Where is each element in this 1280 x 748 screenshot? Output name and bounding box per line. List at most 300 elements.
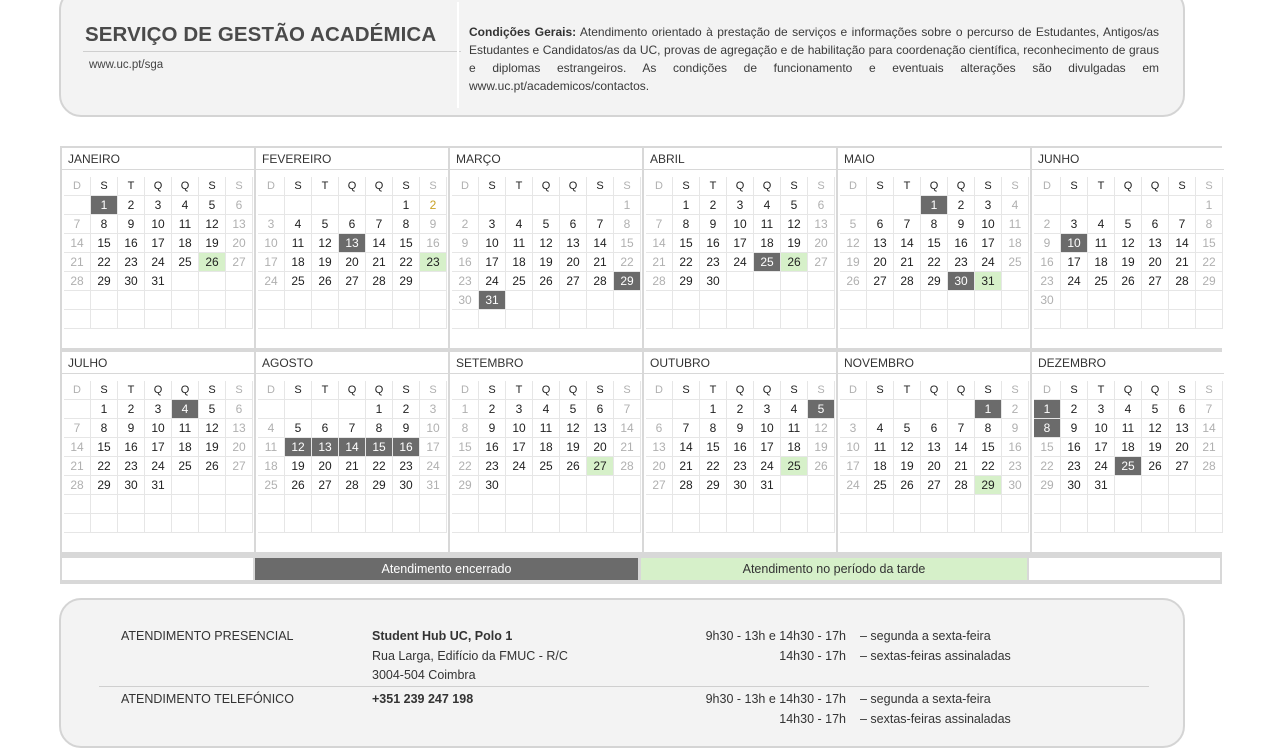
calendar-day: 25: [258, 476, 285, 495]
calendar-day: 11: [172, 419, 199, 438]
calendar-day: 3: [506, 400, 533, 419]
calendar-day: 19: [533, 253, 560, 272]
calendar-empty-cell: [808, 476, 835, 495]
calendar-empty-cell: [199, 291, 226, 310]
calendar-empty-cell: [533, 514, 560, 533]
calendar-day: 24: [754, 457, 781, 476]
weekday-header: T: [506, 381, 533, 400]
calendar-day: 20: [226, 438, 253, 457]
weekday-header: Q: [339, 381, 366, 400]
calendar-day: 8: [921, 215, 948, 234]
calendar-day: 24: [1088, 457, 1115, 476]
calendar-empty-cell: [1034, 514, 1061, 533]
calendar-empty-cell: [452, 196, 479, 215]
calendar-empty-cell: [226, 514, 253, 533]
calendar-day: 11: [1002, 215, 1029, 234]
calendar-day: 30: [393, 476, 420, 495]
calendar-day: 24: [727, 253, 754, 272]
calendar-day: 3: [840, 419, 867, 438]
calendar-empty-cell: [727, 495, 754, 514]
calendar-day: 24: [258, 272, 285, 291]
calendar-day: 4: [285, 215, 312, 234]
calendar-empty-cell: [700, 514, 727, 533]
weekday-header: Q: [560, 177, 587, 196]
calendar-day: 6: [226, 196, 253, 215]
weekday-header: T: [700, 381, 727, 400]
calendar-empty-cell: [1142, 196, 1169, 215]
calendar-day: 10: [727, 215, 754, 234]
calendar-day: 18: [867, 457, 894, 476]
calendar-day: 9: [452, 234, 479, 253]
presencial-days2: – sextas-feiras assinaladas: [860, 649, 1011, 663]
calendar-empty-cell: [673, 291, 700, 310]
month-name: AGOSTO: [256, 352, 448, 374]
calendar-empty-cell: [867, 310, 894, 329]
calendar-day: 20: [1169, 438, 1196, 457]
calendar-empty-cell: [258, 310, 285, 329]
calendar-day: 16: [479, 438, 506, 457]
weekday-header: Q: [727, 177, 754, 196]
calendar-day: 3: [1061, 215, 1088, 234]
calendar-empty-cell: [506, 476, 533, 495]
calendar-day: 13: [921, 438, 948, 457]
calendar-day: 4: [533, 400, 560, 419]
calendar-day: 27: [921, 476, 948, 495]
calendar-empty-cell: [781, 495, 808, 514]
calendar-day: 25: [172, 253, 199, 272]
weekday-header: S: [1169, 177, 1196, 196]
calendar-day: 18: [533, 438, 560, 457]
calendar-day: 5: [199, 196, 226, 215]
weekday-header: Q: [754, 177, 781, 196]
calendar-empty-cell: [1115, 196, 1142, 215]
calendar-empty-cell: [1034, 310, 1061, 329]
calendar-day: 9: [948, 215, 975, 234]
calendar-day: 8: [975, 419, 1002, 438]
calendar-day: 1: [91, 196, 118, 215]
calendar-day: 21: [614, 438, 641, 457]
calendar-day: 8: [91, 215, 118, 234]
calendar-empty-cell: [172, 476, 199, 495]
weekday-header: Q: [533, 381, 560, 400]
weekday-header: S: [614, 381, 641, 400]
calendar-empty-cell: [1169, 514, 1196, 533]
calendar-day: 7: [894, 215, 921, 234]
calendar-day: 27: [312, 476, 339, 495]
calendar-day: 24: [506, 457, 533, 476]
calendar-day: 21: [339, 457, 366, 476]
calendar-day: 27: [339, 272, 366, 291]
weekday-header: S: [91, 381, 118, 400]
calendar-day: 14: [366, 234, 393, 253]
calendar-day: 14: [948, 438, 975, 457]
calendar-day: 18: [1088, 253, 1115, 272]
calendar-day: 3: [975, 196, 1002, 215]
calendar-empty-cell: [258, 196, 285, 215]
calendar-empty-cell: [366, 310, 393, 329]
calendar-day: 16: [420, 234, 447, 253]
calendar-empty-cell: [840, 291, 867, 310]
calendar-empty-cell: [312, 495, 339, 514]
weekday-header: S: [199, 177, 226, 196]
calendar-empty-cell: [781, 272, 808, 291]
calendar-empty-cell: [781, 310, 808, 329]
calendar-day: 1: [1196, 196, 1223, 215]
month-name: NOVEMBRO: [838, 352, 1030, 374]
calendar-day: 2: [420, 196, 447, 215]
calendar-day: 27: [808, 253, 835, 272]
calendar-empty-cell: [867, 495, 894, 514]
weekday-header: S: [1196, 381, 1223, 400]
calendar-empty-cell: [921, 291, 948, 310]
calendar-day: 21: [64, 253, 91, 272]
calendar-empty-cell: [727, 310, 754, 329]
calendar-day: 19: [894, 457, 921, 476]
calendar-empty-cell: [1088, 514, 1115, 533]
calendar-empty-cell: [560, 514, 587, 533]
weekday-header: Q: [727, 381, 754, 400]
presencial-label: ATENDIMENTO PRESENCIAL: [121, 629, 294, 643]
calendar-empty-cell: [393, 495, 420, 514]
calendar-day: 5: [840, 215, 867, 234]
calendar-empty-cell: [1002, 272, 1029, 291]
calendar-empty-cell: [1088, 310, 1115, 329]
year-calendar: [60, 146, 1222, 584]
calendar-day: 14: [646, 234, 673, 253]
calendar-empty-cell: [614, 514, 641, 533]
calendar-empty-cell: [479, 310, 506, 329]
calendar-empty-cell: [506, 495, 533, 514]
calendar-day: 21: [894, 253, 921, 272]
calendar-day: 7: [64, 419, 91, 438]
calendar-empty-cell: [1115, 495, 1142, 514]
calendar-day: 24: [420, 457, 447, 476]
weekday-header: T: [312, 177, 339, 196]
calendar-empty-cell: [533, 476, 560, 495]
calendar-empty-cell: [339, 400, 366, 419]
calendar-empty-cell: [1169, 196, 1196, 215]
weekday-header: D: [840, 177, 867, 196]
legend-afternoon: Atendimento no período da tarde: [641, 558, 1027, 580]
calendar-day: 26: [894, 476, 921, 495]
calendar-day: 27: [1169, 457, 1196, 476]
weekday-header: Q: [145, 381, 172, 400]
weekday-header: Q: [533, 177, 560, 196]
calendar-empty-cell: [700, 310, 727, 329]
month-fevereiro: [256, 148, 448, 348]
weekday-header: Q: [754, 381, 781, 400]
calendar-day: 6: [560, 215, 587, 234]
calendar-empty-cell: [366, 196, 393, 215]
calendar-day: 10: [420, 419, 447, 438]
calendar-empty-cell: [867, 514, 894, 533]
weekday-header: S: [393, 381, 420, 400]
calendar-day: 28: [366, 272, 393, 291]
calendar-empty-cell: [921, 495, 948, 514]
month-junho: [1032, 148, 1224, 348]
calendar-empty-cell: [64, 514, 91, 533]
calendar-day: 29: [393, 272, 420, 291]
calendar-empty-cell: [312, 291, 339, 310]
calendar-day: 20: [339, 253, 366, 272]
calendar-day: 3: [258, 215, 285, 234]
calendar-day: 15: [673, 234, 700, 253]
calendar-day: 19: [808, 438, 835, 457]
calendar-empty-cell: [258, 400, 285, 419]
calendar-empty-cell: [867, 196, 894, 215]
calendar-empty-cell: [1061, 291, 1088, 310]
weekday-header: D: [840, 381, 867, 400]
calendar-day: 10: [975, 215, 1002, 234]
calendar-empty-cell: [285, 400, 312, 419]
calendar-empty-cell: [781, 476, 808, 495]
calendar-empty-cell: [452, 495, 479, 514]
calendar-empty-cell: [91, 310, 118, 329]
calendar-empty-cell: [1034, 196, 1061, 215]
calendar-day: 20: [867, 253, 894, 272]
conditions-label: Condições Gerais:: [469, 25, 577, 39]
calendar-empty-cell: [646, 310, 673, 329]
calendar-day: 8: [366, 419, 393, 438]
calendar-day: 7: [673, 419, 700, 438]
calendar-day: 26: [1115, 272, 1142, 291]
calendar-day: 26: [1142, 457, 1169, 476]
calendar-day: 14: [64, 234, 91, 253]
calendar-empty-cell: [867, 291, 894, 310]
weekday-header: D: [258, 177, 285, 196]
calendar-day: 21: [673, 457, 700, 476]
calendar-day: 2: [452, 215, 479, 234]
calendar-day: 23: [1061, 457, 1088, 476]
calendar-day: 12: [840, 234, 867, 253]
calendar-day: 12: [533, 234, 560, 253]
calendar-day: 26: [199, 253, 226, 272]
calendar-day: 31: [145, 476, 172, 495]
calendar-day: 21: [587, 253, 614, 272]
weekday-header: D: [1034, 381, 1061, 400]
calendar-day: 22: [673, 253, 700, 272]
calendar-day: 21: [64, 457, 91, 476]
weekday-header: Q: [948, 177, 975, 196]
calendar-empty-cell: [339, 514, 366, 533]
weekday-header: S: [1061, 177, 1088, 196]
calendar-day: 28: [1169, 272, 1196, 291]
calendar-empty-cell: [393, 291, 420, 310]
calendar-day: 23: [1002, 457, 1029, 476]
calendar-day: 21: [1196, 438, 1223, 457]
calendar-day: 5: [808, 400, 835, 419]
website-link[interactable]: www.uc.pt/sga: [89, 59, 164, 71]
calendar-day: 5: [533, 215, 560, 234]
calendar-empty-cell: [420, 310, 447, 329]
calendar-day: 21: [948, 457, 975, 476]
calendar-empty-cell: [533, 196, 560, 215]
calendar-empty-cell: [64, 196, 91, 215]
calendar-day: 11: [285, 234, 312, 253]
calendar-day: 26: [533, 272, 560, 291]
calendar-day: 23: [700, 253, 727, 272]
weekday-header: T: [894, 381, 921, 400]
calendar-empty-cell: [1002, 291, 1029, 310]
calendar-empty-cell: [614, 310, 641, 329]
calendar-empty-cell: [587, 476, 614, 495]
month-name: MARÇO: [450, 148, 642, 170]
month-julho: [62, 352, 254, 552]
calendar-day: 15: [1196, 234, 1223, 253]
calendar-day: 28: [673, 476, 700, 495]
calendar-day: 13: [867, 234, 894, 253]
calendar-day: 7: [339, 419, 366, 438]
calendar-empty-cell: [948, 310, 975, 329]
calendar-day: 5: [781, 196, 808, 215]
calendar-empty-cell: [587, 310, 614, 329]
calendar-day: 11: [172, 215, 199, 234]
calendar-empty-cell: [587, 291, 614, 310]
weekday-header: D: [452, 381, 479, 400]
calendar-empty-cell: [506, 196, 533, 215]
calendar-empty-cell: [312, 310, 339, 329]
calendar-day: 31: [1088, 476, 1115, 495]
calendar-day: 23: [118, 253, 145, 272]
calendar-empty-cell: [285, 310, 312, 329]
calendar-day: 23: [1034, 272, 1061, 291]
calendar-day: 1: [452, 400, 479, 419]
weekday-header: D: [64, 177, 91, 196]
calendar-day: 10: [1088, 419, 1115, 438]
calendar-empty-cell: [840, 196, 867, 215]
calendar-empty-cell: [754, 310, 781, 329]
calendar-empty-cell: [754, 495, 781, 514]
calendar-day: 25: [1088, 272, 1115, 291]
general-conditions: [469, 23, 1159, 95]
calendar-day: 20: [1142, 253, 1169, 272]
calendar-empty-cell: [199, 495, 226, 514]
calendar-empty-cell: [258, 495, 285, 514]
calendar-day: 6: [1142, 215, 1169, 234]
calendar-day: 7: [1169, 215, 1196, 234]
calendar-empty-cell: [226, 291, 253, 310]
calendar-day: 19: [199, 438, 226, 457]
calendar-empty-cell: [258, 291, 285, 310]
weekday-header: S: [420, 177, 447, 196]
calendar-day: 22: [366, 457, 393, 476]
calendar-day: 3: [145, 196, 172, 215]
calendar-day: 28: [587, 272, 614, 291]
weekday-header: Q: [366, 381, 393, 400]
calendar-empty-cell: [226, 495, 253, 514]
calendar-empty-cell: [1196, 476, 1223, 495]
calendar-day: 15: [975, 438, 1002, 457]
calendar-day: 6: [1169, 400, 1196, 419]
calendar-empty-cell: [1169, 495, 1196, 514]
telefonico-phone[interactable]: +351 239 247 198: [372, 692, 474, 706]
calendar-day: 30: [1034, 291, 1061, 310]
calendar-day: 20: [921, 457, 948, 476]
weekday-header: Q: [921, 177, 948, 196]
calendar-empty-cell: [867, 400, 894, 419]
month-maio: [838, 148, 1030, 348]
calendar-day: 28: [64, 272, 91, 291]
weekday-header: D: [646, 177, 673, 196]
calendar-day: 23: [393, 457, 420, 476]
calendar-day: 27: [226, 457, 253, 476]
calendar-day: 24: [1061, 272, 1088, 291]
calendar-empty-cell: [781, 291, 808, 310]
calendar-day: 8: [1196, 215, 1223, 234]
calendar-empty-cell: [673, 495, 700, 514]
calendar-day: 11: [1115, 419, 1142, 438]
calendar-day: 16: [393, 438, 420, 457]
calendar-day: 27: [1142, 272, 1169, 291]
calendar-day: 18: [258, 457, 285, 476]
calendar-day: 3: [479, 215, 506, 234]
calendar-day: 6: [921, 419, 948, 438]
calendar-day: 28: [614, 457, 641, 476]
calendar-day: 15: [91, 234, 118, 253]
calendar-empty-cell: [921, 400, 948, 419]
weekday-header: T: [312, 381, 339, 400]
calendar-empty-cell: [673, 310, 700, 329]
calendar-day: 31: [420, 476, 447, 495]
weekday-header: Q: [1115, 177, 1142, 196]
calendar-day: 5: [1115, 215, 1142, 234]
calendar-day: 21: [1169, 253, 1196, 272]
weekday-header: D: [64, 381, 91, 400]
calendar-empty-cell: [339, 196, 366, 215]
calendar-day: 6: [867, 215, 894, 234]
calendar-empty-cell: [754, 514, 781, 533]
calendar-empty-cell: [1088, 291, 1115, 310]
calendar-empty-cell: [91, 291, 118, 310]
calendar-day: 9: [1061, 419, 1088, 438]
calendar-day: 11: [1088, 234, 1115, 253]
weekday-header: S: [975, 381, 1002, 400]
month-name: DEZEMBRO: [1032, 352, 1224, 374]
calendar-day: 31: [145, 272, 172, 291]
calendar-day: 25: [533, 457, 560, 476]
calendar-day: 8: [452, 419, 479, 438]
conditions-text: Atendimento orientado à prestação de serviços e informações sobre o percurso de Estudantes, Antigos/as Estudantes e Candidatos/as da UC, provas de agregação e de habilitação para coordenação científica, reconhecimento de graus e diplomas estrangeiros. As condições de funcionamento e eventuais alterações são divulgadas em www.uc.pt/academicos/contactos.: [469, 25, 1160, 93]
calendar-day: 6: [339, 215, 366, 234]
calendar-day: 19: [312, 253, 339, 272]
calendar-day: 4: [506, 215, 533, 234]
weekday-header: S: [587, 381, 614, 400]
calendar-day: 5: [199, 400, 226, 419]
calendar-day: 24: [479, 272, 506, 291]
calendar-empty-cell: [894, 196, 921, 215]
calendar-day: 11: [867, 438, 894, 457]
calendar-empty-cell: [975, 291, 1002, 310]
calendar-day: 28: [646, 272, 673, 291]
calendar-day: 12: [781, 215, 808, 234]
weekday-header: S: [867, 177, 894, 196]
calendar-day: 27: [226, 253, 253, 272]
calendar-day: 19: [199, 234, 226, 253]
calendar-day: 11: [754, 215, 781, 234]
calendar-day: 22: [91, 457, 118, 476]
calendar-day: 10: [258, 234, 285, 253]
calendar-day: 13: [312, 438, 339, 457]
calendar-empty-cell: [285, 495, 312, 514]
calendar-empty-cell: [646, 400, 673, 419]
calendar-day: 8: [393, 215, 420, 234]
calendar-day: 28: [339, 476, 366, 495]
weekday-header: S: [285, 177, 312, 196]
calendar-empty-cell: [754, 272, 781, 291]
calendar-day: 20: [312, 457, 339, 476]
calendar-empty-cell: [420, 495, 447, 514]
calendar-empty-cell: [560, 495, 587, 514]
